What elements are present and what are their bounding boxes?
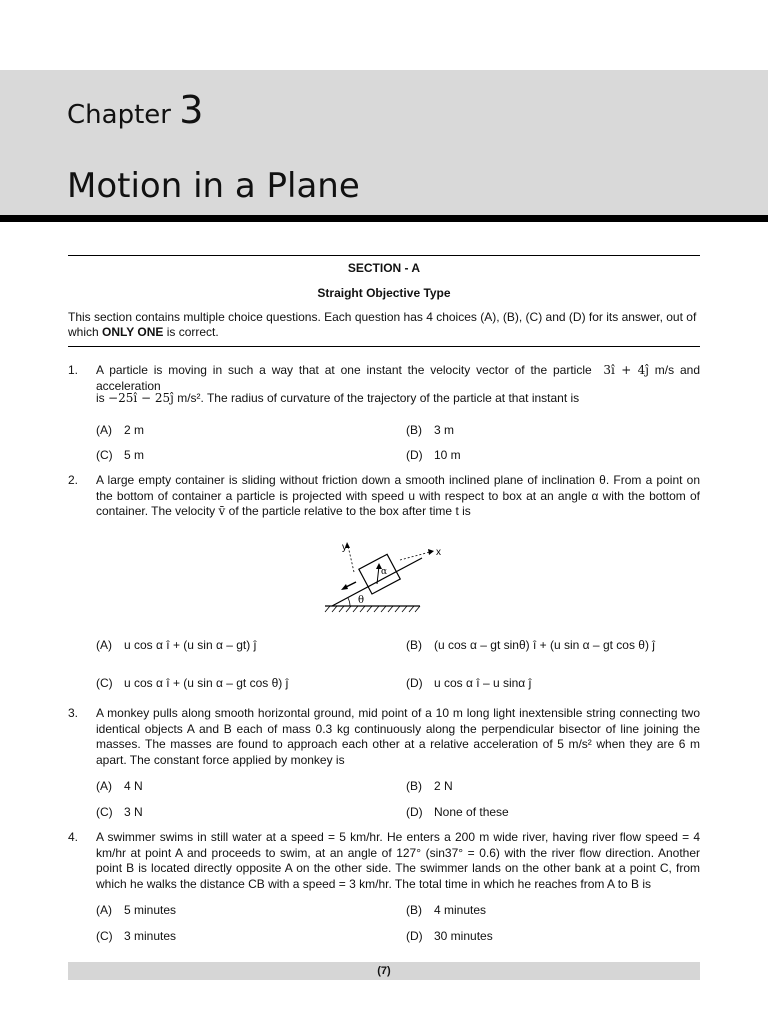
q1-option-d: (D) 10 m <box>406 448 461 462</box>
y-axis-label: y <box>342 542 347 553</box>
section-top-rule <box>68 255 700 256</box>
q3-option-d: (D) None of these <box>406 805 509 819</box>
x-axis <box>400 552 430 560</box>
x-axis-label: x <box>436 547 441 558</box>
y-axis <box>348 546 354 572</box>
section-bottom-rule <box>68 346 700 347</box>
theta-label: θ <box>358 595 365 606</box>
q3-option-c: (C) 3 N <box>96 805 143 819</box>
theta-arc <box>348 598 350 606</box>
section-intro: This section contains multiple choice questions. Each question has 4 choices (A), (B), (C) and (D) for its answer, out of which ONLY ONE is correct. <box>68 310 697 339</box>
q4-option-d: (D) 30 minutes <box>406 929 493 943</box>
question-2-text: A large empty container is sliding without friction down a smooth inclined plane of inclination θ. From a point on the bottom of container a particle is projected with speed u with respect to box at an angle α with the bottom of container. The velocity v̄ of the particle relative to the box after time t is <box>96 473 700 518</box>
acceleration-vector: −25î − 25ĵ <box>108 391 174 405</box>
section-type: Straight Objective Type <box>317 286 451 300</box>
chapter-number: 3 <box>179 88 204 132</box>
chapter-label: Chapter 3 <box>67 88 204 132</box>
question-4-text: A swimmer swims in still water at a speed = 5 km/hr. He enters a 200 m wide river, having river flow speed = 4 km/hr at point A and proceeds to swim, at an angle of 127° (sin37° = 0.6) with the river flow direction. Another point B is located directly opposite A on the other side. The swimmer lands on the other bank at a point C, from which he walks the distance CB with a speed = 3 km/hr. The total time in which he reaches from A to B is <box>96 830 700 891</box>
q2-option-d: (D) u cos α î – u sinα ĵ <box>406 676 532 690</box>
ground-hatch <box>325 606 420 612</box>
q4-option-c: (C) 3 minutes <box>96 929 177 943</box>
alpha-label: α <box>381 567 388 577</box>
q2-option-a: (A) u cos α î + (u sin α – gt) ĵ <box>96 638 257 652</box>
velocity-vector: 3î + 4ĵ <box>603 363 649 377</box>
chapter-title: Motion in a Plane <box>67 166 360 206</box>
q4-option-a: (A) 5 minutes <box>96 903 177 917</box>
q4-option-b: (B) 4 minutes <box>406 903 487 917</box>
section-name: SECTION - A <box>347 261 421 275</box>
q3-option-a: (A) 4 N <box>96 779 143 793</box>
velocity-symbol: v̄ <box>218 504 226 518</box>
q1-option-a: (A) 2 m <box>96 423 145 437</box>
q2-option-b: (B) (u cos α – gt sinθ) î + (u sin α – gt cos θ) ĵ <box>406 638 655 652</box>
question-1-text: A particle is moving in such a way that at one instant the velocity vector of the particle 3î + 4ĵ m/s and acceleration <box>96 363 700 393</box>
incline-diagram <box>320 536 450 616</box>
q1-option-b: (B) 3 m <box>406 423 455 437</box>
q2-option-c: (C) u cos α î + (u sin α – gt cos θ) ĵ <box>96 676 289 690</box>
page-number: (7) <box>68 962 700 980</box>
header-rule <box>0 215 768 222</box>
q3-option-b: (B) 2 N <box>406 779 453 793</box>
question-3-text: A monkey pulls along smooth horizontal ground, mid point of a 10 m long light inextensible string connecting two identical objects A and B each of mass 0.3 kg continuously along the perpendicular bisector of line joining the masses. The masses are found to approach each other at a relative acceleration of 5 m/s² when they are 6 m apart. The constant force applied by monkey is <box>96 706 700 767</box>
q1-option-c: (C) 5 m <box>96 448 145 462</box>
motion-arrowhead <box>341 584 348 590</box>
